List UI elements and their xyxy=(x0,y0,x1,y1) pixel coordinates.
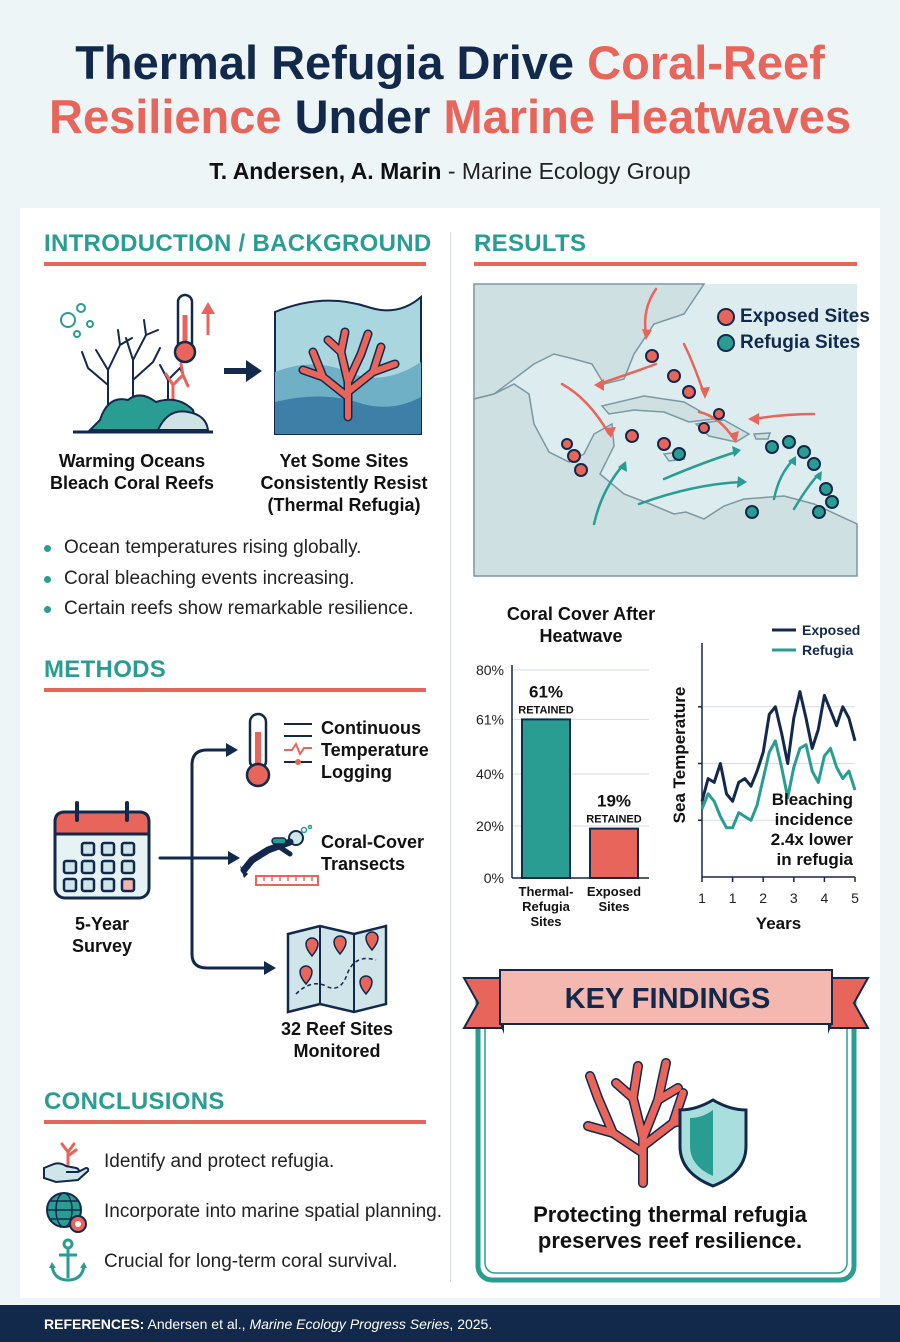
line-x-tick: 1 xyxy=(698,890,706,906)
bar-data-sublabel: RETAINED xyxy=(518,704,574,717)
conclusion-item: Incorporate into marine spatial planning. xyxy=(104,1201,442,1222)
legend-refugia: Refugia Sites xyxy=(740,332,861,353)
hand-coral-icon xyxy=(42,1138,90,1184)
poster-title xyxy=(0,36,900,144)
line-chart xyxy=(660,615,870,945)
bar-y-tick: 20% xyxy=(475,818,504,834)
key-findings-title: KEY FINDINGS xyxy=(564,983,771,1015)
list-item: Ocean temperatures rising globally. xyxy=(44,533,414,564)
results-underline xyxy=(474,262,857,266)
conclusions-title: CONCLUSIONS xyxy=(44,1088,225,1115)
thermometer-logging-icon xyxy=(240,712,320,790)
bar-category-label: Thermal-Refugia Sites xyxy=(518,884,574,929)
arrow-right-icon xyxy=(222,356,264,386)
bar xyxy=(590,829,638,878)
survey-caption: 5-Year Survey xyxy=(71,914,133,956)
method-coral-transects: Coral-Cover Transects xyxy=(321,832,425,874)
title-highlight: Coral-Reef xyxy=(587,36,825,89)
bar-y-tick: 80% xyxy=(475,662,504,678)
line-x-axis-label: Years xyxy=(755,914,802,933)
conclusions-underline xyxy=(44,1120,426,1124)
intro-caption-right: Yet Some Sites Consistently Resist (Thermal Refugia) xyxy=(260,451,428,515)
title-part: Thermal Refugia Drive xyxy=(75,36,588,89)
method-reef-sites: 32 Reef Sites Monitored xyxy=(280,1019,394,1061)
key-findings-text: Protecting thermal refugia preserves reef resilience. xyxy=(533,1202,807,1253)
line-x-tick: 5 xyxy=(851,890,859,906)
line-x-tick: 4 xyxy=(820,890,829,906)
title-highlight: Resilience xyxy=(49,90,282,143)
author-names: T. Andersen, A. Marin xyxy=(209,158,442,184)
line-x-tick: 2 xyxy=(759,890,768,906)
reference-journal: Marine Ecology Progress Series xyxy=(249,1316,450,1332)
anchor-icon xyxy=(48,1238,88,1284)
bar-chart xyxy=(474,650,684,940)
bar xyxy=(522,719,570,878)
bar-chart-title: Coral Cover After Heatwave xyxy=(506,604,656,646)
intro-underline xyxy=(44,262,426,266)
bar-y-tick: 61% xyxy=(475,711,504,728)
map-pins-icon xyxy=(286,924,388,1014)
reference-year: , 2025. xyxy=(449,1316,493,1332)
bar-data-label: 61% xyxy=(528,682,564,702)
list-item: Certain reefs show remarkable resilience. xyxy=(44,594,414,625)
calendar-icon xyxy=(52,800,152,902)
methods-underline xyxy=(44,688,426,692)
references-label: REFERENCES: xyxy=(44,1316,145,1332)
conclusion-item: Crucial for long-term coral survival. xyxy=(104,1251,398,1272)
bar-category-label: Exposed Sites xyxy=(586,884,642,914)
line-x-tick: 3 xyxy=(789,890,798,906)
intro-title: INTRODUCTION / BACKGROUND xyxy=(44,230,432,257)
methods-title: METHODS xyxy=(44,656,167,683)
coral-shield-icon xyxy=(578,1038,748,1190)
title-part: Under xyxy=(281,90,444,143)
bar-y-tick: 40% xyxy=(475,766,504,782)
authors xyxy=(0,158,900,185)
column-divider xyxy=(450,232,451,1282)
line-legend-label: Refugia xyxy=(802,642,854,658)
affiliation: - Marine Ecology Group xyxy=(441,158,691,184)
line-series-exposed xyxy=(702,692,855,802)
line-x-tick: 1 xyxy=(728,890,737,906)
bleached-reef-icon xyxy=(48,290,228,440)
globe-gear-icon xyxy=(44,1190,90,1236)
reference-authors: Andersen et al., xyxy=(144,1316,250,1332)
results-title: RESULTS xyxy=(474,230,587,257)
references-footer xyxy=(0,1305,900,1342)
line-y-axis-label: Sea Temperature xyxy=(670,686,689,824)
title-highlight: Marine Heatwaves xyxy=(443,90,851,143)
line-legend-label: Exposed xyxy=(802,622,861,638)
intro-caption-left: Warming Oceans Bleach Coral Reefs xyxy=(49,451,215,493)
diver-icon xyxy=(238,826,320,888)
list-item: Coral bleaching events increasing. xyxy=(44,564,414,595)
bar-data-label: 19% xyxy=(596,791,632,811)
bar-data-sublabel: RETAINED xyxy=(586,813,642,826)
intro-bullets xyxy=(44,533,414,625)
bar-y-tick: 0% xyxy=(483,870,504,886)
resilient-coral-icon xyxy=(273,292,423,436)
line-annotation: Bleaching incidence 2.4x lower in refugia xyxy=(770,790,853,869)
legend-exposed: Exposed Sites xyxy=(740,306,870,327)
conclusion-item: Identify and protect refugia. xyxy=(104,1151,335,1172)
method-temperature-logging: Continuous Temperature Logging xyxy=(321,718,429,782)
